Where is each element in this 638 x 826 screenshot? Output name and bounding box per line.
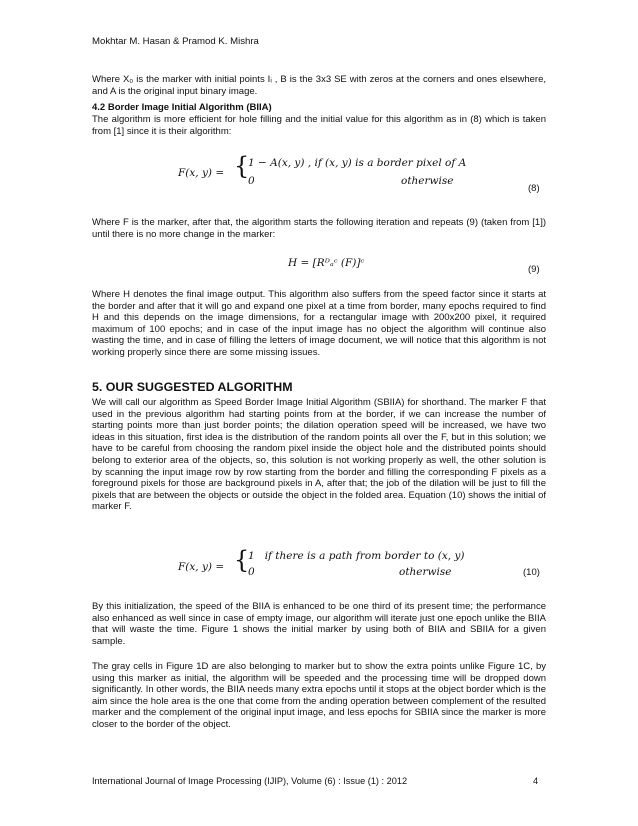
eq8-lhs: F(x, y) = [178, 167, 228, 179]
eq8-number: (8) [528, 183, 540, 194]
section-heading-4-2: 4.2 Border Image Initial Algorithm (BIIA) [92, 102, 272, 113]
section-heading-5: 5. OUR SUGGESTED ALGORITHM [92, 380, 293, 394]
eq8-case1: 1 − A(x, y) , if (x, y) is a border pixel of A [248, 157, 467, 169]
eq10-case2: 0 [248, 566, 255, 578]
paragraph-initialization-speed: By this initialization, the speed of the BIIA is enhanced to be one third of its present time; the performance also enhanced as well since in case of empty image, our algorithm will iterate just one epoch unlike the BIIA that will waste the time. Figure 1 shows the initial marker by using both of BIIA and SBIIA for a given sample. [92, 601, 546, 647]
paragraph-iteration: Where F is the marker, after that, the algorithm starts the following iteration and repeats (9) (taken from [1]) until there is no more change in the marker: [92, 217, 546, 240]
paragraph-biia-intro: The algorithm is more efficient for hole filling and the initial value for this algorithm as in (8) which is taken from [1] since it is their algorithm: [92, 114, 546, 137]
paragraph-biia-analysis: Where H denotes the final image output. This algorithm also suffers from the speed factor since it starts at the border and after that it will go and expand one pixel at a time from border, many epochs required to find H and this depends on the image dimensions, for a rectangular image with 200x200 pixel, it required maximum of 100 epochs; and in case of the input image has no object the algorithm will continue also wasting the time, and in case of filling the letters of image document, we will notice that this algorithm is not working properly since there are some missing issues. [92, 289, 546, 358]
eq10-cond2: otherwise [399, 566, 452, 578]
eq10-number: (10) [523, 567, 540, 578]
page-number: 4 [533, 776, 539, 786]
journal-footer: International Journal of Image Processing (IJIP), Volume (6) : Issue (1) : 2012 [92, 776, 408, 786]
eq9-number: (9) [528, 264, 540, 275]
eq10-case1: 1 if there is a path from border to (x, y) [248, 550, 465, 562]
eq8-cond2: otherwise [401, 175, 454, 187]
eq10-brace: { [234, 546, 250, 574]
running-head: Mokhtar M. Hasan & Pramod K. Mishra [92, 36, 259, 47]
eq9-formula: H = [Rᴰₐᶜ (F)]ᶜ [288, 257, 365, 269]
eq8-brace: { [234, 152, 250, 180]
paragraph-gray-cells: The gray cells in Figure 1D are also belonging to marker but to show the extra points unlike Figure 1C, by using this marker as initial, the algorithm will be speeded and the processing time will be dropped down significantly. In other words, the BIIA needs many extra epochs until it stops at the object border which is the aim since the hole area is the one that come from the anding operation between complement of the resulted marker and the complement of the original input image, and less epochs for SBIIA since the marker is more closer to the border of the object. [92, 661, 546, 730]
eq8-case2: 0 [248, 175, 255, 187]
eq10-lhs: F(x, y) = [178, 561, 228, 573]
paragraph-marker-definition: Where X₀ is the marker with initial points Iᵢ , B is the 3x3 SE with zeros at the corners and ones elsewhere, and A is the original input binary image. [92, 74, 546, 97]
paragraph-sbiia-description: We will call our algorithm as Speed Border Image Initial Algorithm (SBIIA) for shorthand. The marker F that used in the previous algorithm had starting points from at the border, if we can increase the number of starting points more than just border points; the dilation operation speed will be increased, we have two ideas in this situation, first idea is the distribution of the random points all over the F, but in this solution; we have to be careful from choosing the random pixel inside the object hole and the distributed points should belong to exterior area of the objects, so, this solution is not working properly as well, the other solution is by scanning the input image row by row starting from the border and filling the corresponding F pixels as a foreground pixels for those are background pixels in A, after that; the job of the dilation will be just to fill the pixels that are between the objects or outside the object in the folded area. Equation (10) shows the initial of marker F. [92, 397, 546, 513]
